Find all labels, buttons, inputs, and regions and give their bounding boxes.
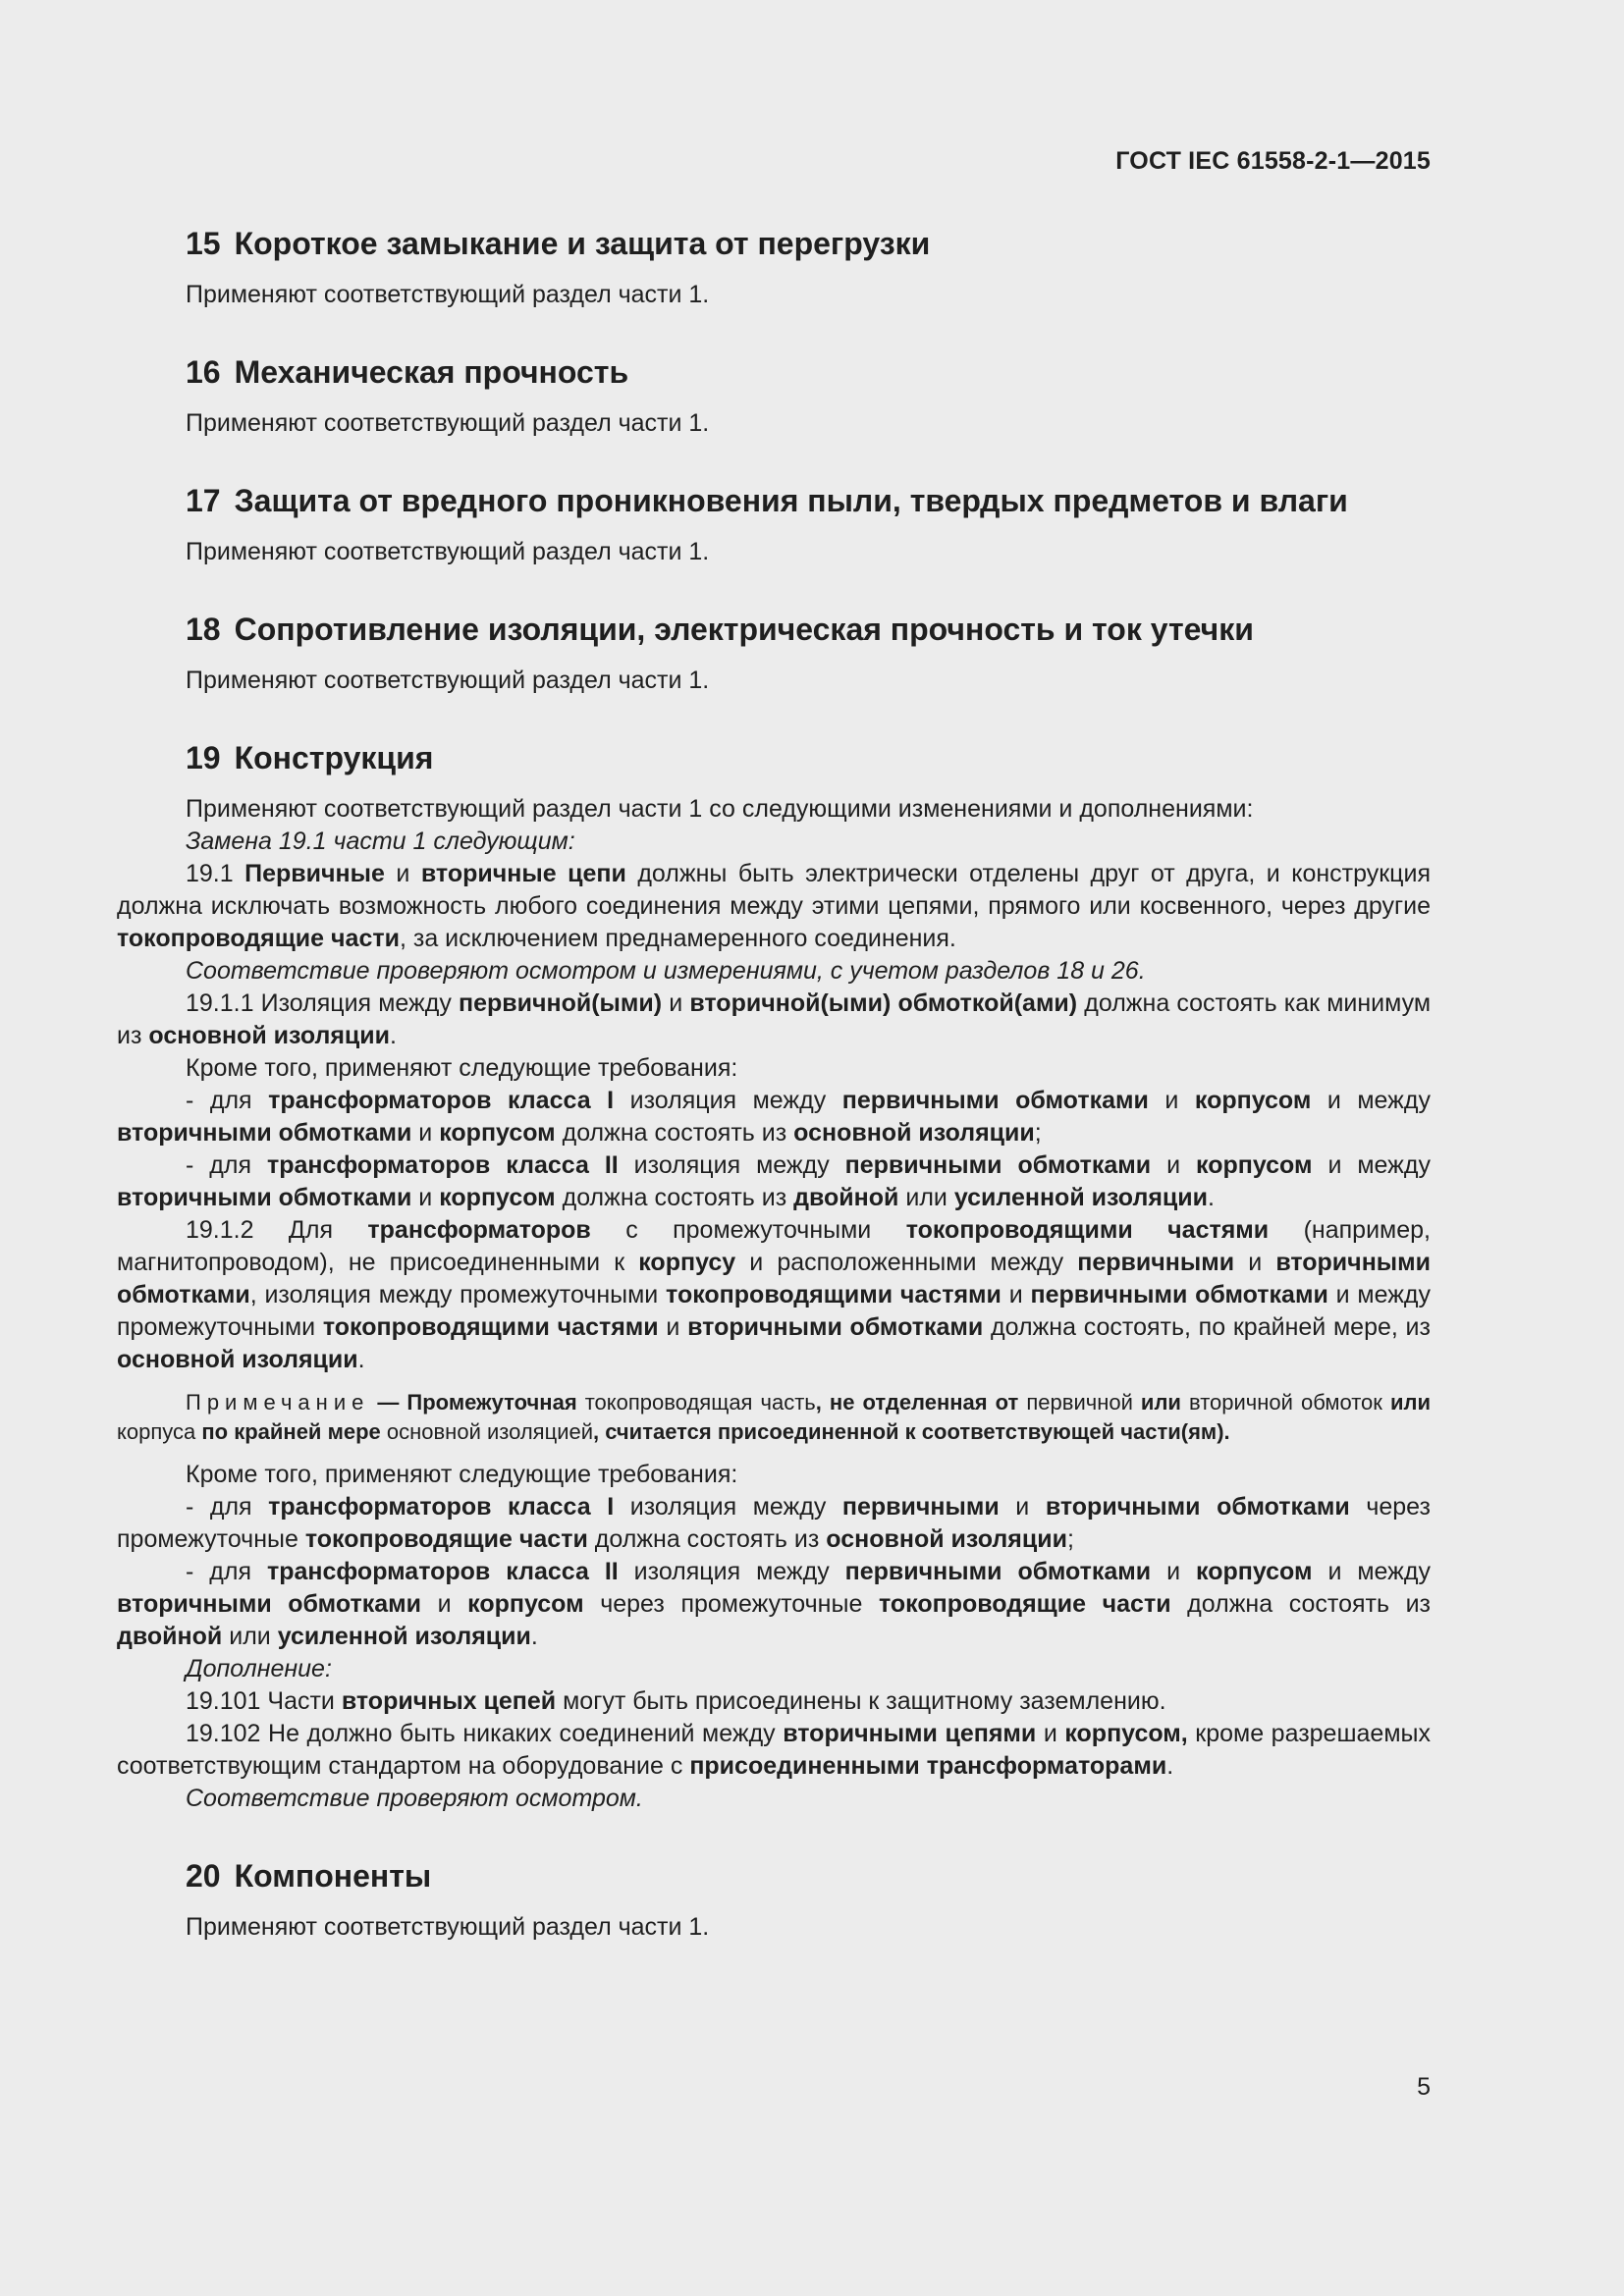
section-17 [117, 477, 1431, 568]
clause-19-1-1: 19.1.1 Изоляция между первичной(ыми) и вторичной(ыми) обмоткой(ами) должна состоять как минимум из основной изоляции. [117, 989, 1432, 1049]
section-body: Применяют соответствующий раздел части 1. [186, 409, 710, 437]
document-code: ГОСТ IEC 61558-2-1—2015 [1115, 147, 1431, 175]
page-number: 5 [1417, 2073, 1431, 2101]
section-heading: 18 Сопротивление изоляции, электрическая прочность и ток утечки [186, 612, 1254, 647]
clause-19-1-check: Соответствие проверяют осмотром и измерениями, с учетом разделов 18 и 26. [186, 957, 1146, 985]
section-heading: 16 Механическая прочность [186, 354, 629, 390]
page-content [117, 220, 1431, 1944]
section-heading: 15 Короткое замыкание и защита от перегрузки [186, 226, 931, 261]
clause-19-1-2: 19.1.2 Для трансформаторов с промежуточными токопроводящими частями (например, магнитопроводом), не присоединенными к корпусу и расположенными между первичными и вторичными обмотками, изоляция между промежуточными токопроводящими частями и первичными обмотками и между промежуточными токопроводящими частями и вторичными обмотками должна состоять, по крайней мере, из основной изоляции. [117, 1216, 1432, 1373]
requirements-intro: Кроме того, применяют следующие требования: [186, 1054, 738, 1082]
clause-19-1: 19.1 Первичные и вторичные цепи должны быть электрически отделены друг от друга, и конструкция должна исключать возможность любого соединения между этими цепями, прямого или косвенного, через другие токопроводящие части, за исключением преднамеренного соединения. [117, 860, 1431, 952]
section-heading: 20 Компоненты [186, 1858, 432, 1894]
requirement-item: - для трансформаторов класса II изоляция между первичными обмотками и корпусом и между вторичными обмотками и корпусом должна состоять из двойной или усиленной изоляции. [117, 1151, 1431, 1211]
requirements-intro: Кроме того, применяют следующие требования: [186, 1461, 738, 1488]
clause-19-102: 19.102 Не должно быть никаких соединений между вторичными цепями и корпусом, кроме разрешаемых соответствующим стандартом на оборудование с присоединенными трансформаторами. [117, 1720, 1431, 1780]
clause-19-101: 19.101 Части вторичных цепей могут быть присоединены к защитному заземлению. [186, 1687, 1166, 1715]
section-heading: 17 Защита от вредного проникновения пыли, твердых предметов и влаги [186, 483, 1348, 518]
section-intro: Применяют соответствующий раздел части 1 со следующими изменениями и дополнениями: [186, 795, 1254, 823]
section-19 [117, 734, 1431, 1815]
section-heading: 19 Конструкция [186, 740, 434, 775]
section-18 [117, 606, 1431, 697]
requirement-item: - для трансформаторов класса II изоляция между первичными обмотками и корпусом и между вторичными обмотками и корпусом через промежуточные токопроводящие части должна состоять из двойной или усиленной изоляции. [117, 1558, 1432, 1650]
section-16 [117, 348, 1431, 440]
replace-heading: Замена 19.1 части 1 следующим: [186, 828, 575, 855]
requirement-item: - для трансформаторов класса I изоляция между первичными и вторичными обмотками через промежуточные токопроводящие части должна состоять из основной изоляции; [117, 1493, 1431, 1553]
section-body: Применяют соответствующий раздел части 1. [186, 538, 710, 565]
section-body: Применяют соответствующий раздел части 1. [186, 281, 710, 308]
section-body: Применяют соответствующий раздел части 1. [186, 667, 710, 694]
section-body: Применяют соответствующий раздел части 1. [186, 1913, 710, 1941]
addition-heading: Дополнение: [186, 1655, 332, 1682]
clause-19-102-check: Соответствие проверяют осмотром. [186, 1785, 643, 1812]
requirement-item: - для трансформаторов класса I изоляция между первичными обмотками и корпусом и между вторичными обмотками и корпусом должна состоять из основной изоляции; [117, 1087, 1431, 1147]
section-15 [117, 220, 1431, 311]
section-20 [117, 1852, 1431, 1944]
note: Примечание — Промежуточная токопроводящая часть, не отделенная от первичной или вторичной обмоток или корпуса по крайней мере основной изоляцией, считается присоединенной к соответствующей части(ям). [117, 1390, 1431, 1444]
